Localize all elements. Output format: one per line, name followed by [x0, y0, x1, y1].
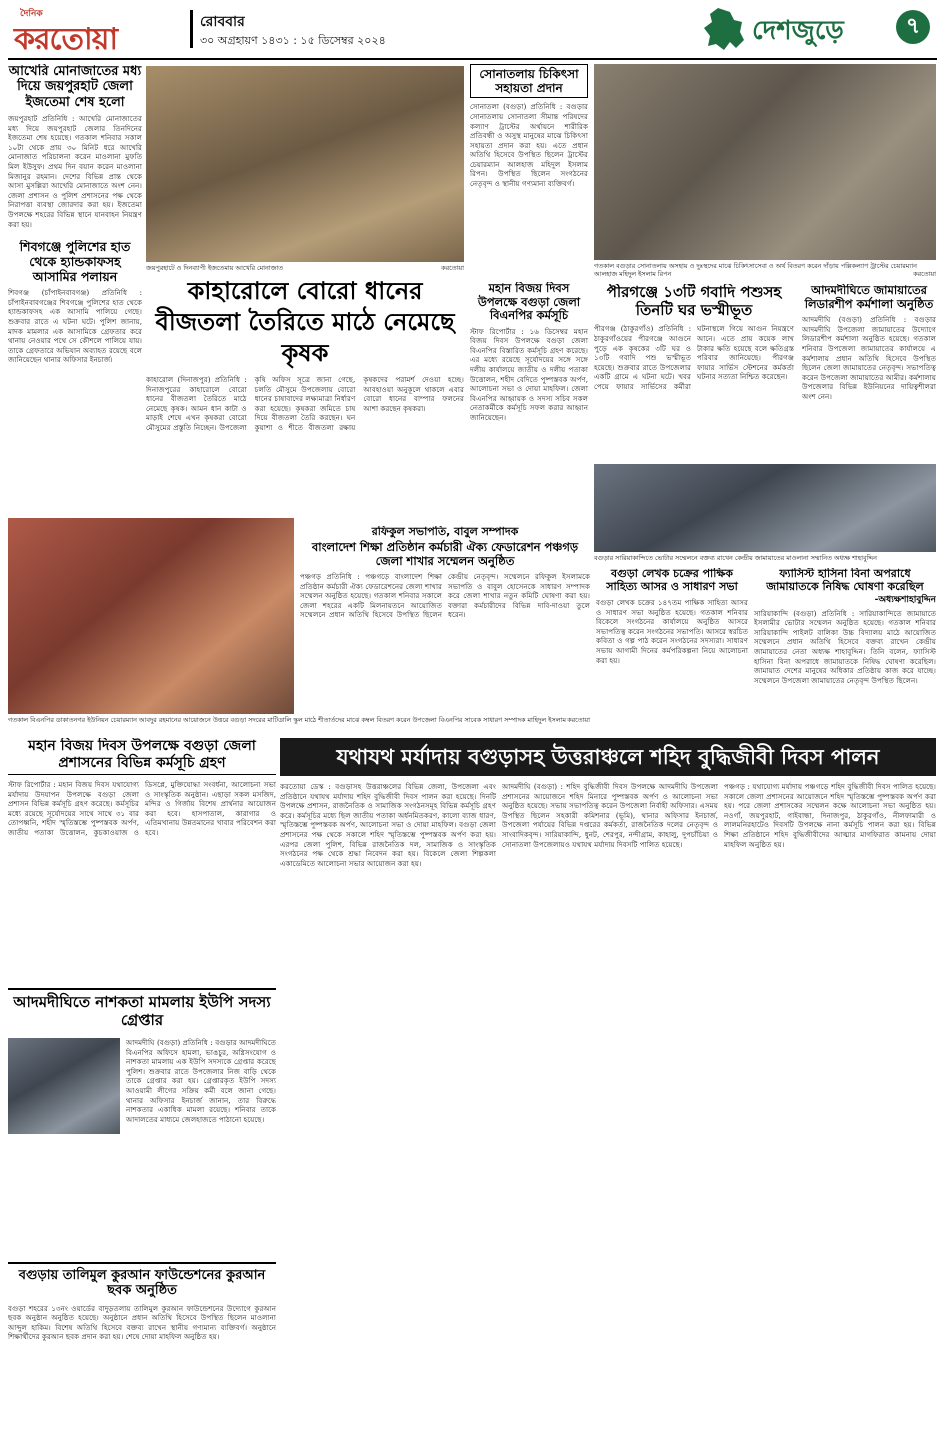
bijoy-dibos-headline: মহান বিজয় দিবস উপলক্ষে বগুড়া জেলা বিএনপির কর্মসূচি [477, 282, 581, 323]
quran-body: বগুড়া শহরের ১৩নং ওয়ার্ডের বাদুড়তলায় তালিমুল কুরআন ফাউন্ডেশনের উদ্যোগে কুরআন ছবক অনুষ্ঠান অনুষ্ঠিত হয়েছে। অনুষ্ঠানে প্রধান অতিথি হিসেবে উপস্থিত ছিলেন মাওলানা আব্দুল হাকিম। বিশেষ অতিথি হিসেবে বক্তব্য রাখেন স্থানীয় গণ্যমান্য ব্যক্তিবর্গ। অনুষ্ঠানে শিক্ষার্থীদের কুরআন ছবক প্রদান করা হয়। শেষে দোয়া মাহফিল অনুষ্ঠিত হয়। [8, 1303, 276, 1342]
fascist-byline: -অধ্যক্ষশাহাবুদ্দিন [874, 594, 936, 605]
nashkota-headline: আদমদীঘিতে নাশকতা মামলায় ইউপি সদস্য গ্রেপ্তার [8, 988, 276, 1029]
kaharol-body: কাহারোল (দিনাজপুর) প্রতিনিধি : দিনাজপুরের কাহারোলে বোরো ধানের বীজতলা তৈরিতে মাঠে নেমেছে কৃষক। আমন ধান কাটা ও মাড়াই শেষে এখন কৃষকরা বোরো মৌসুমের প্রস্তুতি নিচ্ছেন। উপজেলা কৃষি অফিস সূত্রে জানা গেছে, চলতি মৌসুমে উপজেলায় বোরো ধানের চাষাবাদের লক্ষ্যমাত্রা নির্ধারণ করা হয়েছে। কৃষকরা জমিতে চাষ দিয়ে বীজতলা তৈরি করছেন। ঘন কুয়াশা ও শীতে বীজতলা রক্ষায় কৃষকদের পরামর্শ দেওয়া হচ্ছে। আবহাওয়া অনুকূলে থাকলে এবার বোরো ধানের বাম্পার ফলনের আশা করছেন কৃষকরা। [146, 375, 464, 432]
ijtema-caption [146, 264, 464, 274]
buddhijibi-col-2 [502, 782, 718, 1446]
sonatala-headline: সোনাতলায় চিকিৎসা সহায়তা প্রদান [470, 64, 588, 98]
jamaat-adamdighi-headline: আদমদীঘিতে জামায়াতের লিডারশীপ কর্মশালা অনুষ্ঠিত [804, 284, 934, 311]
ijtema-caption-credit: করতোয়া [441, 264, 464, 272]
pirganj-headline: পীরগঞ্জে ১৩টি গবাদি পশুসহ তিনটি ঘর ভস্মীভূত [606, 284, 782, 319]
jamaat-photo [594, 464, 936, 552]
masthead-rule [8, 58, 937, 60]
ijtema-caption-text: জয়পুরহাটে ও দিনব্যাপী ইজতেমায় আখেরি মোনাজাত [146, 264, 284, 272]
bijoy-prosashon-headline: মহান বিজয় দিবস উপলক্ষে বগুড়া জেলা প্রশাসনের বিভিন্ন কর্মসূচি গ্রহণ [8, 738, 276, 775]
bijoy-dibos-body: স্টাফ রিপোর্টার : ১৬ ডিসেম্বর মহান বিজয় দিবস উপলক্ষে বগুড়া জেলা বিএনপির বিস্তারিত কর্মসূচি গ্রহণ করেছে। এর মধ্যে রয়েছে সূর্যোদয়ের সঙ্গে সঙ্গে দলীয় কার্যালয়ে জাতীয় ও দলীয় পতাকা উত্তোলন, শহীদ বেদিতে পুষ্পস্তবক অর্পণ, আলোচনা সভা ও দোয়া মাহফিল। জেলা বিএনপির আহ্বায়ক ও সদস্য সচিব সকল নেতাকর্মীকে কর্মসূচি সফল করার আহ্বান জানিয়েছেন। [470, 326, 588, 423]
fascist-article [754, 568, 936, 732]
blanket-caption [8, 716, 590, 734]
bangladesh-map-icon [700, 6, 748, 52]
pirganj-article [594, 284, 794, 460]
kaharol-headline: কাহারোলে বোরো ধানের বীজতলা তৈরিতে মাঠে নেমেছে কৃষক [155, 277, 455, 367]
quran-headline: বগুড়ায় তালিমুল কুরআন ফাউন্ডেশনের কুরআন ছবক অনুষ্ঠিত [8, 1262, 276, 1299]
masthead-day: রোববার [200, 14, 245, 30]
masthead-divider [190, 10, 193, 48]
jamaat-caption [594, 554, 936, 564]
blanket-photo [8, 518, 294, 714]
sonatala-article [470, 64, 588, 260]
pirganj-body: পীরগঞ্জ (ঠাকুরগাঁও) প্রতিনিধি : ঠাকুরগাঁওয়ের পীরগঞ্জে আগুনে পুড়ে এক কৃষকের ৩টি ঘর ও ১৩টি গবাদি পশু ভস্মীভূত হয়েছে। শুক্রবার রাতে উপজেলার একটি গ্রামে এ ঘটনা ঘটে। খবর পেয়ে ফায়ার সার্ভিসের কর্মীরা ঘটনাস্থলে গিয়ে আগুন নিয়ন্ত্রণে আনে। এতে প্রায় কয়েক লাখ টাকার ক্ষতি হয়েছে বলে ক্ষতিগ্রস্ত পরিবার জানিয়েছে। পীরগঞ্জ ফায়ার সার্ভিস স্টেশনের কর্মকর্তা ঘটনার সত্যতা নিশ্চিত করেছেন। [594, 324, 794, 391]
lekhok-headline: বগুড়া লেখক চক্রের পাক্ষিক সাহিত্য আসর ও সাধারণ সভা [606, 568, 738, 593]
masthead-date: ৩০ অগ্রহায়ণ ১৪৩১ : ১৫ ডিসেম্বর ২০২৪ [200, 34, 386, 47]
shibganj-article [8, 240, 142, 480]
ijtema-article [8, 64, 142, 236]
sonatala-caption [594, 262, 936, 280]
brand-daily-label: দৈনিক [20, 9, 43, 19]
brand-logo [10, 6, 185, 52]
bijoy-prosashon-body: স্টাফ রিপোর্টার : মহান বিজয় দিবস যথাযোগ্য মর্যাদায় উদযাপন উপলক্ষে বগুড়া জেলা প্রশাসন বিভিন্ন কর্মসূচি গ্রহণ করেছে। কর্মসূচির মধ্যে রয়েছে সূর্যোদয়ের সাথে সাথে ৩১ বার তোপধ্বনি, শহীদ স্মৃতিস্তম্ভে পুষ্পস্তবক অর্পণ, জাতীয় পতাকা উত্তোলন, কুচকাওয়াজ ও ডিসপ্লে, মুক্তিযোদ্ধা সংবর্ধনা, আলোচনা সভা ও সাংস্কৃতিক অনুষ্ঠান। এছাড়া সকল মসজিদ, মন্দির ও গির্জায় বিশেষ প্রার্থনার আয়োজন করা হবে। হাসপাতাল, কারাগার ও এতিমখানায় উন্নতমানের খাবার পরিবেশন করা হবে। [8, 780, 276, 837]
bijoy-prosashon-article [8, 738, 276, 982]
sonatala-body: সোনাতলা (বগুড়া) প্রতিনিধি : বগুড়ার সোনাতলায় সোনাতলা সীমান্ত পরিষদের কল্যাণ ট্রাস্টের অর্থায়নে শারীরিক প্রতিবন্ধী ও অসুস্থ মানুষের মাঝে চিকিৎসা সহায়তা প্রদান করা হয়। এতে প্রধান অতিথি হিসেবে উপস্থিত ছিলেন ট্রাস্টের চেয়ারম্যান আলহাজ মহিদুল ইসলাম রিপন। উপস্থিত ছিলেন সংগঠনের নেতৃবৃন্দ ও স্থানীয় গণ্যমান্য ব্যক্তিবর্গ। [470, 102, 588, 189]
section-header [700, 4, 940, 54]
shibganj-body: শিবগঞ্জ (চাঁপাইনবাবগঞ্জ) প্রতিনিধি : চাঁপাইনবাবগঞ্জের শিবগঞ্জে পুলিশের হাত থেকে হ্যান্ডকাফসহ এক আসামি পালিয়ে গেছে। শুক্রবার রাতে এ ঘটনা ঘটে। পুলিশ জানায়, মাদক মামলার এক আসামিকে গ্রেফতার করে থানায় নেওয়ার পথে সে কৌশলে পালিয়ে যায়। তাকে গ্রেফতারে অভিযান অব্যাহত রয়েছে বলে জানিয়েছেন থানার অফিসার ইনচার্জ। [8, 288, 142, 365]
nashkota-body: আদমদীঘি (বগুড়া) প্রতিনিধি : বগুড়ার আদমদীঘিতে বিএনপির অফিসে হামলা, ভাঙচুর, অগ্নিসংযোগ ও নাশকতা মামলায় এক ইউপি সদস্যকে গ্রেপ্তার করেছে পুলিশ। শুক্রবার রাতে উপজেলার নিজ বাড়ি থেকে তাকে গ্রেপ্তার করা হয়। গ্রেপ্তারকৃত ইউপি সদস্য আওয়ামী লীগের সক্রিয় কর্মী বলে জানা গেছে। থানার অফিসার ইনচার্জ জানান, তার বিরুদ্ধে নাশকতার একাধিক মামলা রয়েছে। শনিবার তাকে আদালতের মাধ্যমে জেলহাজতে পাঠানো হয়েছে। [126, 1038, 276, 1124]
ijtema-photo [146, 66, 464, 262]
section-title: দেশজুড়ে [752, 16, 844, 46]
page-number: ৭ [896, 10, 930, 44]
federation-body: পঞ্চগড় প্রতিনিধি : পঞ্চগড়ে বাংলাদেশ শিক্ষা প্রতিষ্ঠান কর্মচারী ঐক্য ফেডারেশনের জেলা শাখার সম্মেলন অনুষ্ঠিত হয়েছে। গতকাল শনিবার সকালে জেলা শহরের একটি মিলনায়তনে আয়োজিত সম্মেলনে প্রধান অতিথি হিসেবে উপস্থিত ছিলেন কেন্দ্রীয় নেতৃবৃন্দ। সম্মেলনে রফিকুল ইসলামকে সভাপতি ও বাবুল হোসেনকে সাধারণ সম্পাদক করে জেলা শাখার নতুন কমিটি ঘোষণা করা হয়। বক্তারা কর্মচারীদের বিভিন্ন দাবি-দাওয়া তুলে ধরেন। [300, 572, 590, 620]
bijoy-dibos-article [470, 282, 588, 522]
sonatala-photo [594, 64, 936, 260]
jamaat-adamdighi-body: আদমদীঘি (বগুড়া) প্রতিনিধি : বগুড়ার আদমদীঘি উপজেলা জামায়াতের উদ্যোগে লিডারশীপ কর্মশালা অনুষ্ঠিত হয়েছে। গতকাল শনিবার উপজেলা জামায়াতের কার্যালয়ে এ কর্মশালায় প্রধান অতিথি হিসেবে উপস্থিত ছিলেন জেলা জামায়াতের নেতৃবৃন্দ। সভাপতিত্ব করেন উপজেলা জামায়াতের আমীর। কর্মশালায় উপজেলার বিভিন্ন ইউনিয়নের দায়িত্বশীলরা অংশ নেন। [802, 315, 936, 401]
fascist-headline: ফ্যাসিস্ট হাসিনা বিনা অপরাধে জামায়াতকে নিষিদ্ধ ঘোষণা করেছিল [766, 568, 924, 593]
federation-article [300, 526, 590, 711]
ijtema-body: জয়পুরহাট প্রতিনিধি : আখেরি মোনাজাতের মধ্য দিয়ে জয়পুরহাট জেলার তিনদিনের ইজতেমা শেষ হয়েছে। গতকাল শনিবার সকাল ১০টা থেকে প্রায় ৩০ মিনিট ধরে আখেরি মোনাজাত পরিচালনা করেন মাওলানা মুফতি মিল ইউসুফ। প্রথম দিন বয়ান করেন মাওলানা মিজানুর রহমান। দেশের বিভিন্ন প্রান্ত থেকে আসা মুসল্লিরা আখেরি মোনাজাতে অংশ নেন। জেলা প্রশাসন ও পুলিশ প্রশাসনের পক্ষ থেকে নিরাপত্তা ব্যবস্থা জোরদার করা হয়। ইজতেমা উপলক্ষে শহরের বিভিন্ন স্থানে যানবাহন নিয়ন্ত্রণ করা হয়। [8, 113, 142, 229]
federation-headline-top: রফিকুল সভাপতি, বাবুল সম্পাদক [371, 526, 519, 538]
buddhijibi-col-3-body: পঞ্চগড় : যথাযোগ্য মর্যাদায় পঞ্চগড়ে শহিদ বুদ্ধিজীবী দিবস পালিত হয়েছে। সকালে জেলা প্রশাসনের আয়োজনে শহিদ স্মৃতিস্তম্ভে পুষ্পস্তবক অর্পণ করা হয়। পরে জেলা প্রশাসকের সম্মেলন কক্ষে আলোচনা সভা অনুষ্ঠিত হয়। নওগাঁ, জয়পুরহাট, গাইবান্ধা, দিনাজপুর, ঠাকুরগাঁও, নীলফামারী ও লালমনিরহাটেও দিবসটি উপলক্ষে নানা কর্মসূচি পালন করা হয়। বিভিন্ন শিক্ষা প্রতিষ্ঠানে শহিদ বুদ্ধিজীবীদের আত্মার মাগফিরাত কামনায় দোয়া মাহফিল অনুষ্ঠিত হয়। [724, 782, 936, 849]
lekhok-article [596, 568, 748, 732]
fascist-body: সারিয়াকান্দি (বগুড়া) প্রতিনিধি : সারিয়াকান্দিতে জামায়াতে ইসলামীর ভোটার সম্মেলন অনুষ্ঠিত হয়েছে। গতকাল শনিবার সারিয়াকান্দি পাইলট বালিকা উচ্চ বিদ্যালয় মাঠে আয়োজিত সম্মেলনে প্রধান অতিথি হিসেবে বক্তব্য রাখেন কেন্দ্রীয় জামায়াতের নেতা অধ্যক্ষ শাহাবুদ্দিন। তিনি বলেন, ফ্যাসিস্ট হাসিনা বিনা অপরাধে জামায়াতকে নিষিদ্ধ ঘোষণা করেছিল। জামায়াত দেশের মানুষের অধিকার প্রতিষ্ঠায় কাজ করে যাচ্ছে। সম্মেলনে উপজেলা জামায়াতের নেতৃবৃন্দ উপস্থিত ছিলেন। [754, 608, 936, 685]
lekhok-body: বগুড়া লেখক চক্রের ১৪৭তম পাক্ষিক সাহিত্য আসর ও সাধারণ সভা অনুষ্ঠিত হয়েছে। গতকাল শনিবার বিকেলে সংগঠনের কার্যালয়ে অনুষ্ঠিত আসরে সভাপতিত্ব করেন সংগঠনের সভাপতি। আসরে স্বরচিত কবিতা ও গল্প পাঠ করেন সংগঠনের সদস্যরা। সাধারণ সভায় আগামী দিনের কর্মপরিকল্পনা নিয়ে আলোচনা করা হয়। [596, 597, 748, 665]
buddhijibi-col-3 [724, 782, 936, 1446]
sonatala-caption-text: গতকাল বগুড়ার সোনাতলায় অসহায় ও দুঃস্থদের মাঝে চিকিৎসাসেবা ও অর্থ বিতরণ করেন দাঁড়ায় পল্লিকল্যাণ ট্রাস্টের চেয়ারম্যান আলহাজ মহিদুল ইসলাম রিপন [594, 262, 917, 278]
jamaat-adamdighi-article [802, 284, 936, 460]
federation-headline: বাংলাদেশ শিক্ষা প্রতিষ্ঠান কর্মচারী ঐক্য ফেডারেশন পঞ্চগড় জেলা শাখার সম্মেলন অনুষ্ঠিত [311, 539, 579, 568]
nashkota-photo [8, 1038, 120, 1134]
ijtema-headline: আখেরি মোনাজাতের মধ্য দিয়ে জয়পুরহাট জেলা ইজতেমা শেষ হলো [8, 64, 142, 110]
buddhijibi-banner-headline: যথাযথ মর্যাদায় বগুড়াসহ উত্তরাঞ্চলে শহিদ বুদ্ধিজীবী দিবস পালন [336, 745, 880, 769]
brand-name: করতোয়া [14, 22, 118, 52]
blanket-caption-credit: করতোয়া [567, 716, 590, 724]
shibganj-headline: শিবগঞ্জে পুলিশের হাত থেকে হ্যান্ডকাফসহ আসামির পলায়ন [19, 240, 131, 284]
buddhijibi-col-1 [280, 782, 496, 1446]
jamaat-caption-text: বগুড়ার সারিয়াকান্দিতে ভোটার সম্মেলনে বক্তব্য রাখেন কেন্দ্রীয় জামায়াতের মাওলানা সম্মানিত অধ্যক্ষ শাহাবুদ্দিন [594, 554, 877, 562]
kaharol-article [146, 276, 464, 511]
masthead [0, 0, 945, 58]
buddhijibi-banner [280, 738, 936, 776]
buddhijibi-col-2-body: আদমদীঘি (বগুড়া) : শহিদ বুদ্ধিজীবী দিবস উপলক্ষে আদমদীঘি উপজেলা প্রশাসনের আয়োজনে শহিদ মিনারে পুষ্পস্তবক অর্পণ ও আলোচনা সভা অনুষ্ঠিত হয়েছে। সভায় সভাপতিত্ব করেন উপজেলা নির্বাহী অফিসার। এসময় উপস্থিত ছিলেন সহকারী কমিশনার (ভূমি), থানার অফিসার ইনচার্জ, উপজেলা পর্যায়ের বিভিন্ন দপ্তরের কর্মকর্তা, রাজনৈতিক দলের নেতৃবৃন্দ ও সাংবাদিকবৃন্দ। সারিয়াকান্দি, ধুনট, শেরপুর, নন্দীগ্রাম, কাহালু, দুপচাঁচিয়া ও সোনাতলা উপজেলায়ও যথাযথ মর্যাদায় দিবসটি পালিত হয়েছে। [502, 782, 718, 849]
buddhijibi-col-1-body: করতোয়া ডেস্ক : বগুড়াসহ উত্তরাঞ্চলের বিভিন্ন জেলা, উপজেলা এবং প্রতিষ্ঠানে যথাযথ মর্যাদায় শহিদ বুদ্ধিজীবী দিবস পালন করা হয়েছে। দিনটি উপলক্ষে প্রশাসন, রাজনৈতিক ও সামাজিক সংগঠনসমূহ বিভিন্ন কর্মসূচি গ্রহণ করে। কর্মসূচির মধ্যে ছিল জাতীয় পতাকা অর্ধনমিতকরণ, কালো ব্যাজ ধারণ, স্মৃতিস্তম্ভে পুষ্পস্তবক অর্পণ, আলোচনা সভা ও দোয়া মাহফিল। বগুড়া জেলা প্রশাসনের পক্ষ থেকে সকালে শহিদ স্মৃতিস্তম্ভে পুষ্পস্তবক অর্পণ করা হয়। এরপর জেলা পুলিশ, বিভিন্ন রাজনৈতিক দল, সামাজিক ও সাংস্কৃতিক সংগঠনের পক্ষ থেকে শ্রদ্ধা নিবেদন করা হয়। বিকেলে জেলা শিল্পকলা একাডেমিতে আলোচনা সভার আয়োজন করা হয়। [280, 782, 496, 868]
quran-article [8, 1262, 276, 1446]
blanket-caption-text: গতকাল বিএনপির ডাকাতনগর ইউনিয়ন চেয়ারম্যান আবদুর রহমানের আয়োজনে উত্তরে বগুড়া সদরের মাটিডালি স্কুল মাঠে শীতার্তদের মাঝে কম্বল বিতরণ করেন উপজেলা বিএনপির সাবেক সাধারণ সম্পাদক মাহিদুল ইসলাম [8, 716, 566, 724]
sonatala-caption-credit: করতোয়া [913, 270, 936, 278]
nashkota-article [8, 988, 276, 1260]
